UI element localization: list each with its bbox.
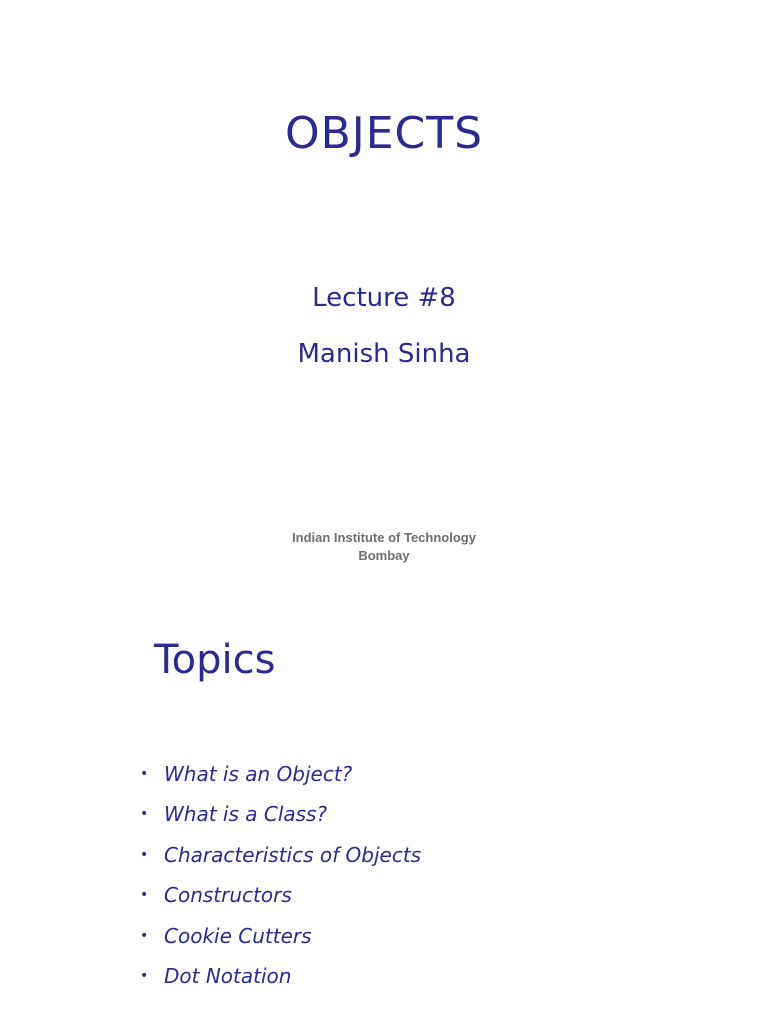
lecture-number: Lecture #8 [312, 283, 456, 313]
bullet-icon: • [140, 806, 149, 822]
topic-item [140, 841, 421, 869]
topic-label: What is a Class? [164, 802, 328, 826]
topic-item [140, 800, 327, 828]
topic-item [140, 881, 292, 909]
bullet-icon: • [140, 887, 149, 903]
bullet-icon: • [140, 847, 149, 863]
topic-item [140, 962, 291, 990]
topic-item [140, 760, 352, 788]
bullet-icon: • [140, 766, 149, 782]
topics-slide [0, 600, 768, 1024]
bullet-icon: • [140, 928, 149, 944]
topic-label: Dot Notation [164, 964, 292, 988]
institute-city: Bombay [358, 548, 410, 563]
slide-title: OBJECTS [284, 108, 484, 159]
bullet-icon: • [140, 968, 149, 984]
topic-label: Constructors [164, 883, 292, 907]
institute-name: Indian Institute of Technology [292, 530, 476, 545]
topic-label: Characteristics of Objects [164, 843, 422, 867]
topic-list [0, 600, 768, 1024]
topic-item [140, 922, 312, 950]
topic-label: Cookie Cutters [164, 924, 312, 948]
topics-heading: Topics [154, 637, 276, 683]
topic-label: What is an Object? [164, 762, 353, 786]
author-name: Manish Sinha [297, 339, 471, 369]
